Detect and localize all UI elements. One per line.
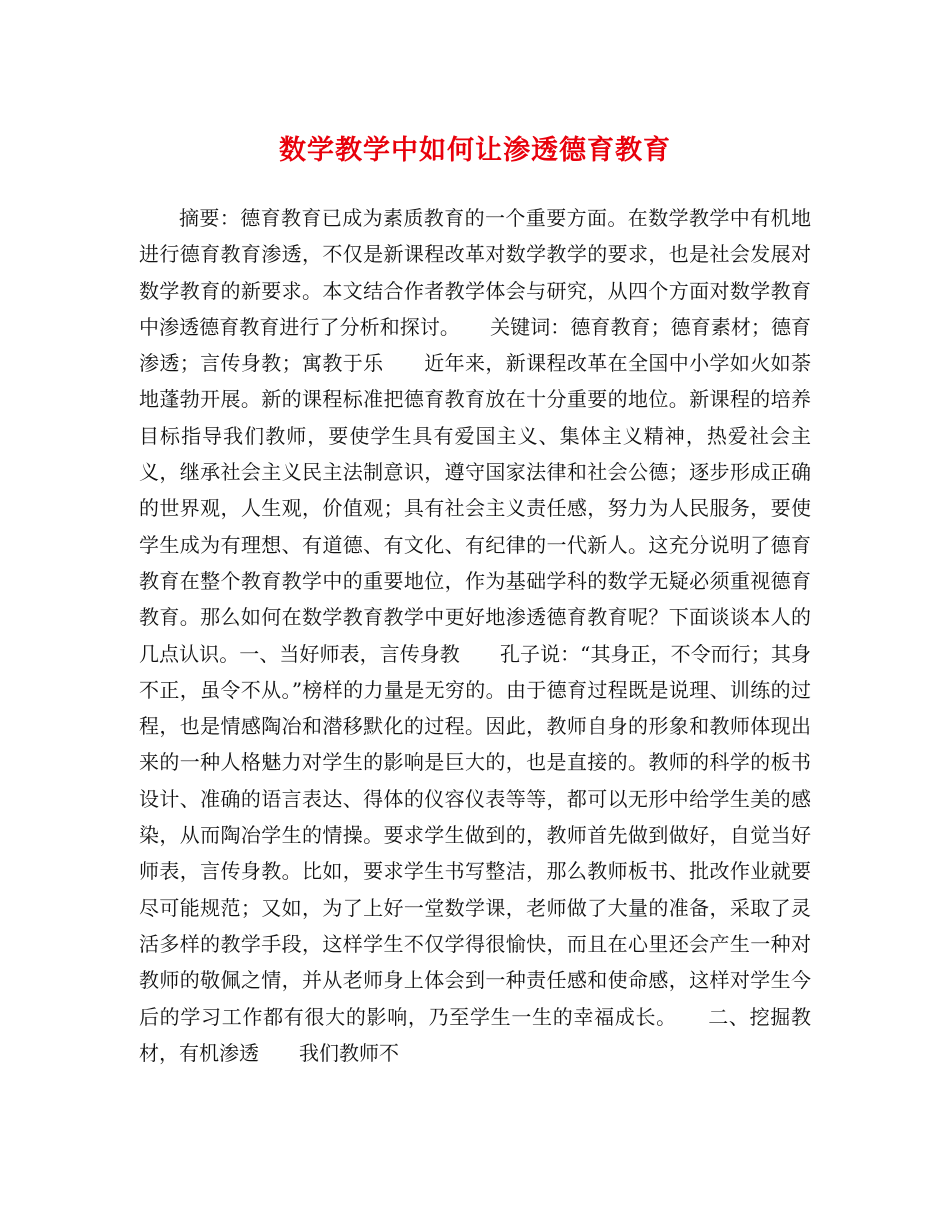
document-title: 数学教学中如何让渗透德育教育: [279, 135, 671, 166]
document-body-paragraph: 摘要：德育教育已成为素质教育的一个重要方面。在数学教学中有机地进行德育教育渗透，不仅是新课程改革对数学教学的要求，也是社会发展对数学教育的新要求。本文结合作者教学体会与研究，从四个方面对数学教育中渗透德育教育进行了分析和探讨。 关键词：德育教育；德育素材；德育渗透；言传身教；寓教于乐 近年来，新课程改革在全国中小学如火如荼地蓬勃开展。新的课程标准把德育教育放在十分重要的地位。新课程的培养目标指导我们教师，要使学生具有爱国主义、集体主义精神，热爱社会主义，继承社会主义民主法制意识，遵守国家法律和社会公德；逐步形成正确的世界观，人生观，价值观；具有社会主义责任感，努力为人民服务，要使学生成为有理想、有道德、有文化、有纪律的一代新人。这充分说明了德育教育在整个教育教学中的重要地位，作为基础学科的数学无疑必须重视德育教育。那么如何在数学教育教学中更好地渗透德育教育呢？下面谈谈本人的几点认识。一、当好师表，言传身教 孔子说：“其身正，不令而行；其身不正，虽令不从。”榜样的力量是无穷的。由于德育过程既是说理、训练的过程，也是情感陶冶和潜移默化的过程。因此，教师自身的形象和教师体现出来的一种人格魅力对学生的影响是巨大的，也是直接的。教师的科学的板书设计、准确的语言表达、得体的仪容仪表等等，都可以无形中给学生美的感染，从而陶冶学生的情操。要求学生做到的，教师首先做到做好，自觉当好师表，言传身教。比如，要求学生书写整洁，那么教师板书、批改作业就要尽可能规范；又如，为了上好一堂数学课，老师做了大量的准备，采取了灵活多样的教学手段，这样学生不仅学得很愉快，而且在心里还会产生一种对教师的敬佩之情，并从老师身上体会到一种责任感和使命感，这样对学生今后的学习工作都有很大的影响，乃至学生一生的幸福成长。 二、挖掘教材，有机渗透 我们教师不: [139, 206, 811, 1065]
